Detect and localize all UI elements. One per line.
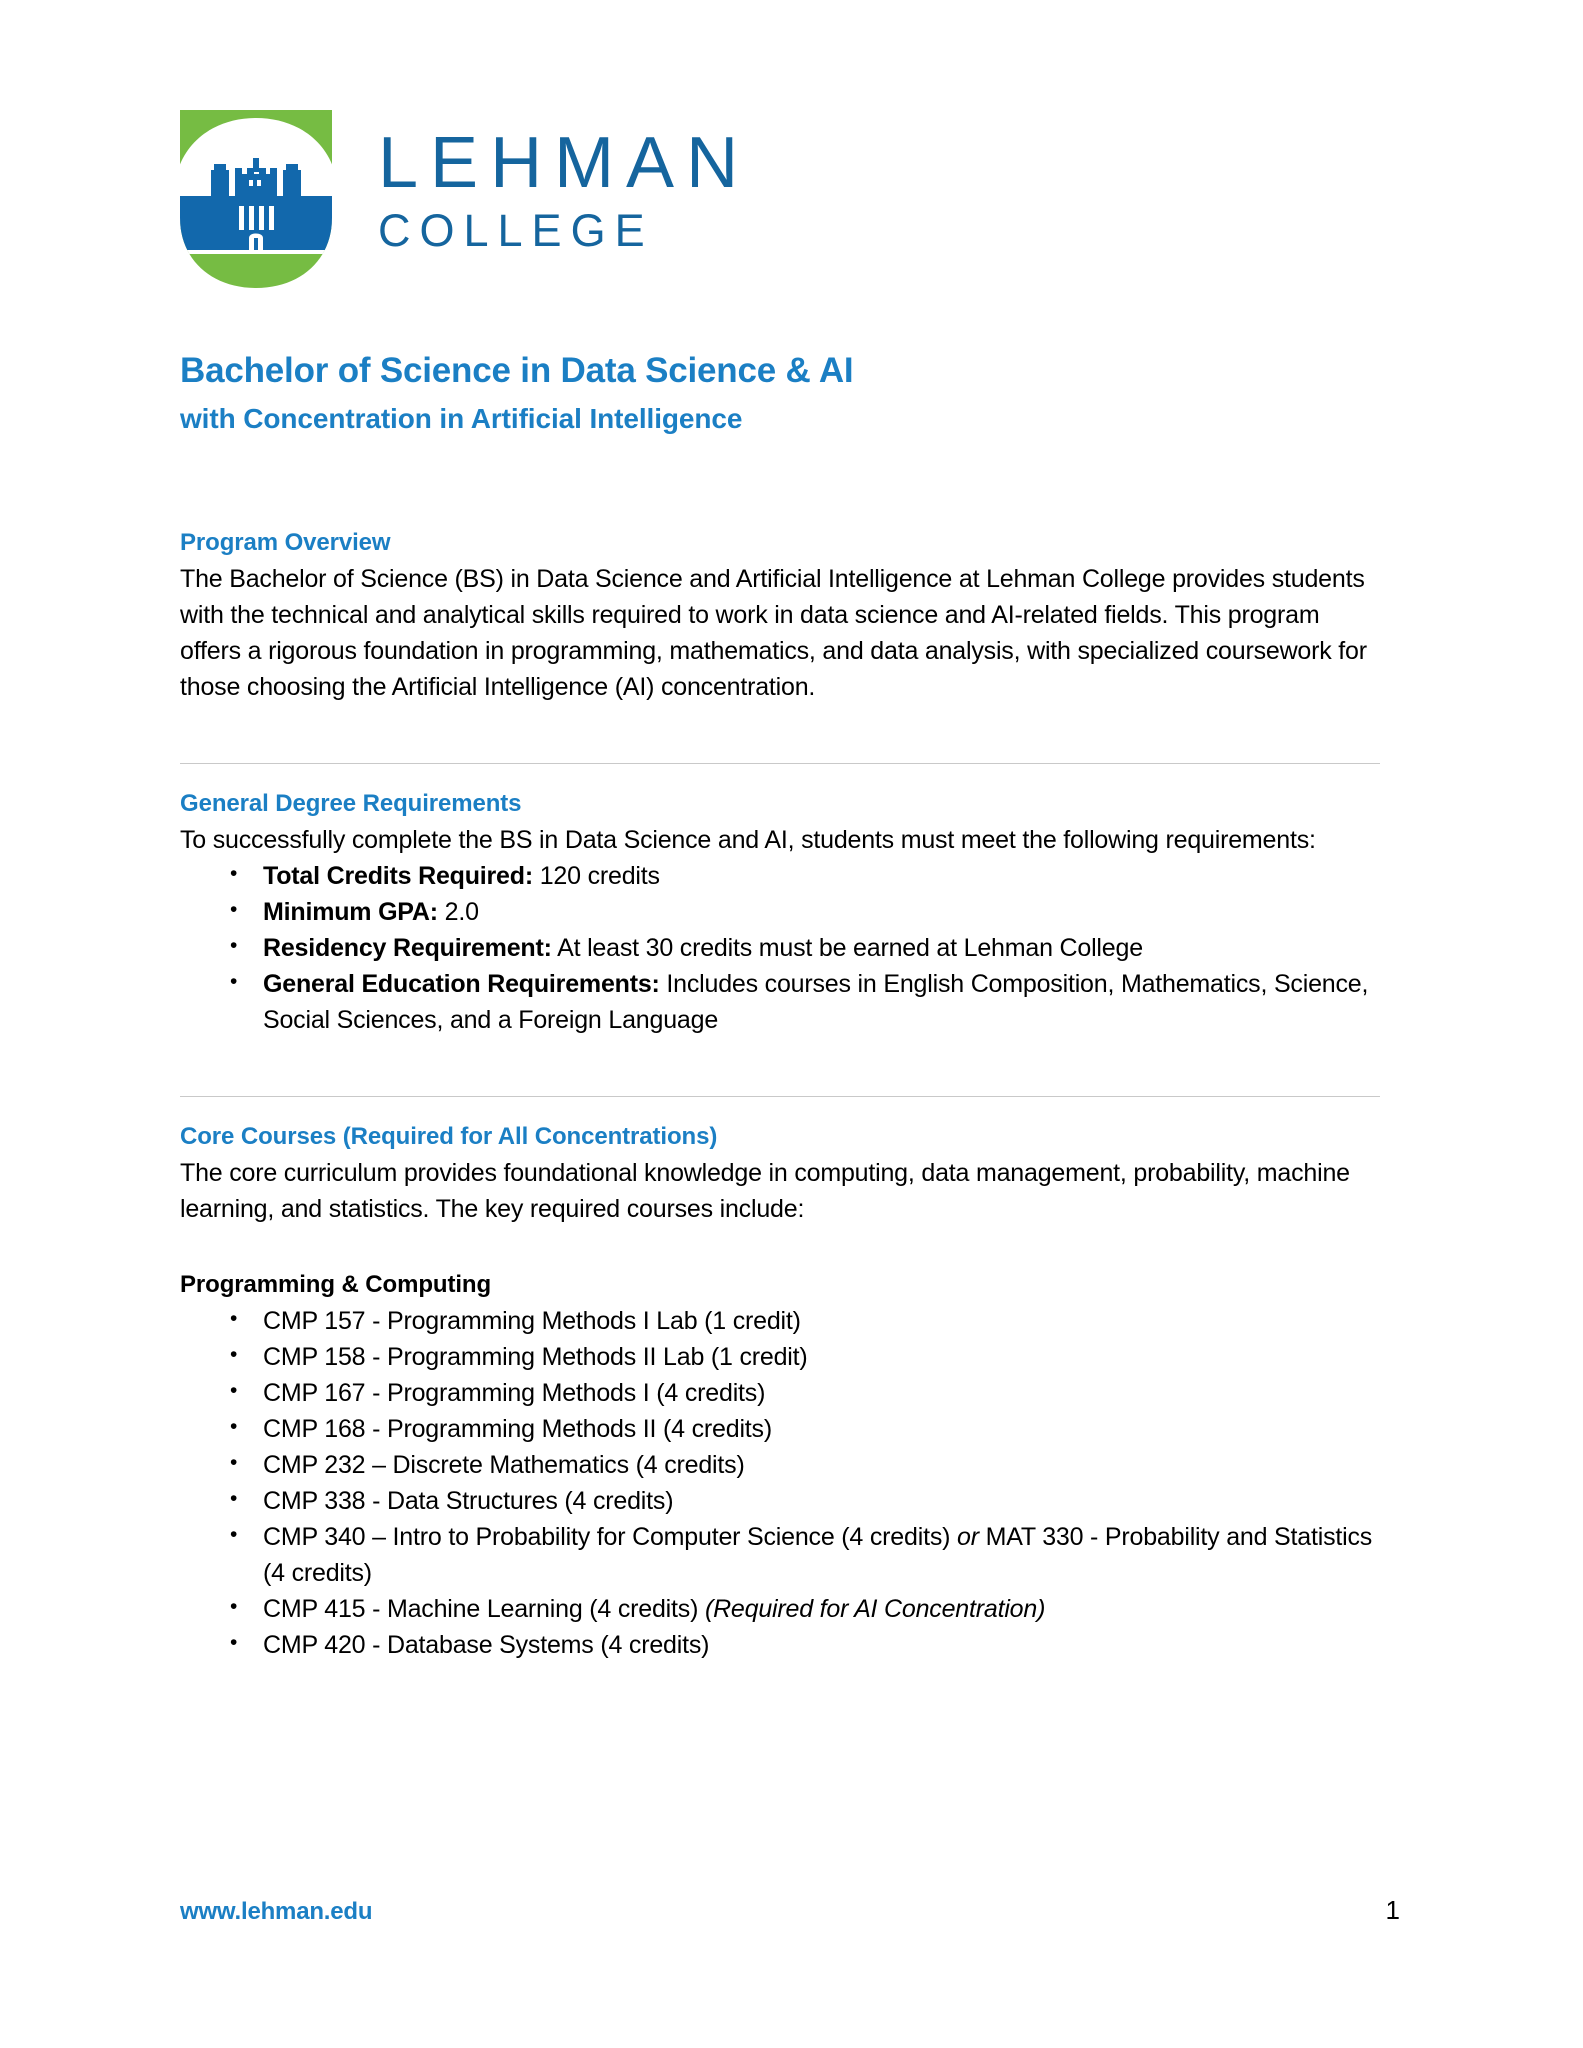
requirement-value: Includes courses in English Composition, Mathematics, Science, Social Sciences, and a Foreign Language bbox=[263, 970, 1369, 1034]
spacer bbox=[180, 764, 1380, 786]
spacer bbox=[180, 1038, 1380, 1096]
course-emphasis: or bbox=[957, 1523, 979, 1551]
course-text-cont: MAT 330 - Probability and Statistics (4 credits) bbox=[263, 1523, 1373, 1587]
lehman-college-logo bbox=[180, 110, 750, 288]
list-item bbox=[180, 858, 1380, 894]
section-heading-program-overview: Program Overview bbox=[180, 529, 391, 556]
section-core-courses bbox=[180, 1119, 1380, 1663]
section-intro-core-courses: The core curriculum provides foundational knowledge in computing, data management, probability, machine learning, and statistics. The key required courses include: bbox=[180, 1159, 1350, 1223]
spacer bbox=[180, 705, 1380, 763]
list-item bbox=[180, 930, 1380, 966]
footer-page-number: 1 bbox=[1385, 1895, 1400, 1925]
course-text: CMP 420 - Database Systems (4 credits) bbox=[263, 1631, 710, 1659]
section-program-overview bbox=[180, 525, 1380, 705]
list-item bbox=[180, 1447, 1380, 1483]
document-title-block bbox=[180, 348, 1400, 440]
course-text: CMP 167 - Programming Methods I (4 credits) bbox=[263, 1379, 766, 1407]
course-emphasis: (Required for AI Concentration) bbox=[704, 1595, 1046, 1623]
list-item bbox=[180, 1483, 1380, 1519]
section-intro-degree-requirements: To successfully complete the BS in Data Science and AI, students must meet the following requirements: bbox=[180, 826, 1316, 854]
core-courses-list bbox=[180, 1303, 1380, 1663]
wordmark-lehman: LEHMAN bbox=[378, 123, 751, 203]
wordmark-college: COLLEGE bbox=[378, 204, 654, 256]
spacer bbox=[180, 1097, 1380, 1119]
course-text: CMP 168 - Programming Methods II (4 credits) bbox=[263, 1415, 772, 1443]
course-text: CMP 340 – Intro to Probability for Computer Science (4 credits) bbox=[263, 1523, 957, 1551]
section-general-degree-requirements bbox=[180, 786, 1380, 1038]
requirement-label: Residency Requirement: bbox=[263, 934, 552, 962]
list-item bbox=[180, 1303, 1380, 1339]
page-title: Bachelor of Science in Data Science & AI bbox=[180, 351, 854, 390]
course-text: CMP 415 - Machine Learning (4 credits) bbox=[263, 1595, 705, 1623]
requirement-label: Minimum GPA: bbox=[263, 898, 438, 926]
degree-requirements-list bbox=[180, 858, 1380, 1038]
course-text: CMP 158 - Programming Methods II Lab (1 credit) bbox=[263, 1343, 808, 1371]
section-heading-core-courses: Core Courses (Required for All Concentrations) bbox=[180, 1123, 718, 1150]
list-item bbox=[180, 1627, 1380, 1663]
requirement-label: Total Credits Required: bbox=[263, 862, 533, 890]
section-body-program-overview: The Bachelor of Science (BS) in Data Science and Artificial Intelligence at Lehman College provides students with the technical and analytical skills required to work in data science and AI-related fields. This program offers a rigorous foundation in programming, mathematics, and data analysis, with specialized coursework for those choosing the Artificial Intelligence (AI) concentration. bbox=[180, 565, 1367, 701]
list-item bbox=[180, 966, 1380, 1038]
spacer bbox=[180, 1227, 1380, 1267]
lehman-shield-icon bbox=[180, 110, 332, 288]
requirement-label: General Education Requirements: bbox=[263, 970, 660, 998]
page-subtitle: with Concentration in Artificial Intelligence bbox=[180, 403, 743, 435]
list-item bbox=[180, 894, 1380, 930]
footer-website-link[interactable]: www.lehman.edu bbox=[180, 1898, 373, 1925]
requirement-value: 120 credits bbox=[532, 862, 660, 890]
list-item bbox=[180, 1411, 1380, 1447]
requirement-value: 2.0 bbox=[437, 898, 479, 926]
list-item bbox=[180, 1519, 1380, 1591]
course-text: CMP 157 - Programming Methods I Lab (1 credit) bbox=[263, 1307, 801, 1335]
lehman-wordmark bbox=[378, 110, 750, 259]
course-text: CMP 338 - Data Structures (4 credits) bbox=[263, 1487, 674, 1515]
course-text: CMP 232 – Discrete Mathematics (4 credits) bbox=[263, 1451, 745, 1479]
section-heading-degree-requirements: General Degree Requirements bbox=[180, 790, 522, 817]
document-body bbox=[180, 525, 1380, 1663]
list-item bbox=[180, 1591, 1380, 1627]
list-item bbox=[180, 1339, 1380, 1375]
list-item bbox=[180, 1375, 1380, 1411]
course-group-heading-programming-computing: Programming & Computing bbox=[180, 1271, 492, 1298]
page-footer bbox=[180, 1895, 1400, 1926]
requirement-value: At least 30 credits must be earned at Lehman College bbox=[551, 934, 1143, 962]
